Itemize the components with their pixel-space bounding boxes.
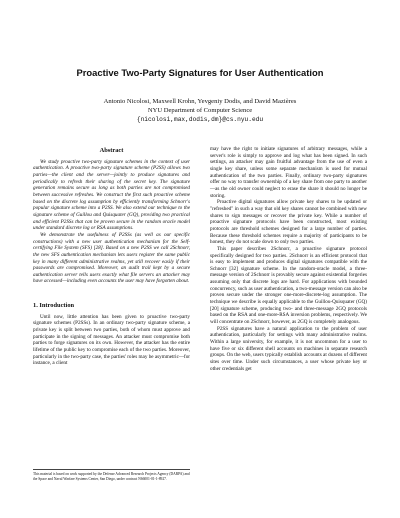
- author-list: Antonio Nicolosi, Maxwell Krohn, Yevgeniy Dodis, and David Mazières: [103, 98, 297, 105]
- paper-title: Proactive Two-Party Signatures for User Authentication: [76, 67, 324, 78]
- introduction-heading: 1. Introduction: [33, 302, 75, 310]
- body-paragraph: This paper describes 2Schnorr, a proactive signature protocol specifically designed for two parties. 2Schnorr is an efficient protocol that is easy to implement and produces digital signatures compatible with the Schnorr [32] signature scheme. In the random-oracle model, a three-message version of 2Schnorr is provably secure against existential forgeries assuming only that discrete logs are hard. For applications with bounded concurrency, such as user authentication, a two-message version can also be proven secure under the stronger one-more-discrete-log assumption. The technique we describe is equally applicable to the Guillou-Quisquater (GQ) [20] signature scheme, producing two- and three-message 2GQ protocols based on the RSA and one-more-RSA inversion problems, respectively. We will concentrate on 2Schnorr, however, as 2GQ is completely analogous.: [210, 245, 367, 326]
- abstract-paragraph: We study proactive two-party signature schemes in the context of user authentication. A proactive two-party signature scheme (P2SS) allows two parties—the client and the server—jointly to produce signatures and periodically to refresh their sharing of the secret key. The signature generation remains secure as long as both parties are not compromised between successive refreshes. We construct the first such proactive scheme based on the discrete log assumption by efficiently transforming Schnorr's popular signature scheme into a P2SS. We also extend our technique to the signature scheme of Guillou and Quisquater (GQ), providing two practical and efficient P2SSs that can be proven secure in the random oracle model under standard discrete log or RSA assumptions.: [33, 158, 190, 232]
- body-paragraph: Proactive digital signatures allow private key shares to be updated or "refreshed" in such a way that old key shares cannot be combined with new shares to sign messages or recover the private key. While a number of proactive signature protocols have been constructed, most existing protocols are threshold schemes designed for a large number of parties. Because these threshold schemes require a majority of participants to be honest, they do not scale down to only two parties.: [210, 199, 367, 246]
- abstract: [33, 159, 190, 285]
- affiliation: NYU Department of Computer Science: [147, 107, 253, 115]
- author-block: [0, 97, 400, 125]
- body-paragraph: P2SS signatures have a natural application to the problem of user authentication, particularly for settings with many administrative realms. Within a large university, for example, it is not uncommon for a user to have five or six different shell accounts on machines in separate research groups. On the web, users typically establish accounts at dozens of different sites over time. Under such circumstances, a user whose private key or other credentials get: [210, 325, 367, 372]
- left-column: [33, 146, 190, 367]
- body-paragraph: may have the right to initiate signatures of arbitrary messages, while a server's role is simply to approve and log what has been signed. In such settings, an attacker may gain fruitful advantage from the use of even a single key share, unless some separate mechanism is used for mutual authentication of the two parties. Finally, ordinary two-party signatures offer no way to transfer ownership of a key share from one party to another—as the old owner could neglect to erase the share it should no longer be storing.: [210, 146, 367, 199]
- funding-footnote: This material is based on work supported by the Defense Advanced Research Projects Agency (DARPA) and the Space and Naval Warfare Systems Center, San Diego, under contract N66001-01-1-8927.: [33, 469, 190, 481]
- abstract-heading: Abstract: [99, 147, 124, 154]
- right-column: [210, 146, 367, 372]
- body-paragraph: Until now, little attention has been given to proactive two-party signature schemes (P2SSs). In an ordinary two-party signature scheme, a private key is split between two parties, both of whom must approve and participate in the signing of messages. An attacker must compromise both parties to forge signatures on its own. However, the attacker has the entire lifetime of the public key to compromise each of the two parties. Moreover, particularly in the two-party case, the parties' roles may be asymmetric—for instance, a client: [33, 313, 190, 367]
- author-email: {nicolosi,max,dodis,dm}@cs.nyu.edu: [136, 116, 264, 124]
- abstract-paragraph: We demonstrate the usefulness of P2SSs (as well as our specific constructions) with a new user authentication mechanism for the Self-certifying File System (SFS) [28]. Based on a new P2SS we call 2Schnorr, the new SFS authentication mechanism lets users register the same public key in many different administrative realms, yet still recover easily if their passwords are compromised. Moreover, an audit trail kept by a secure authentication server tells users exactly what file servers an attacker may have accessed—including even accounts the user may have forgotten about.: [33, 231, 190, 285]
